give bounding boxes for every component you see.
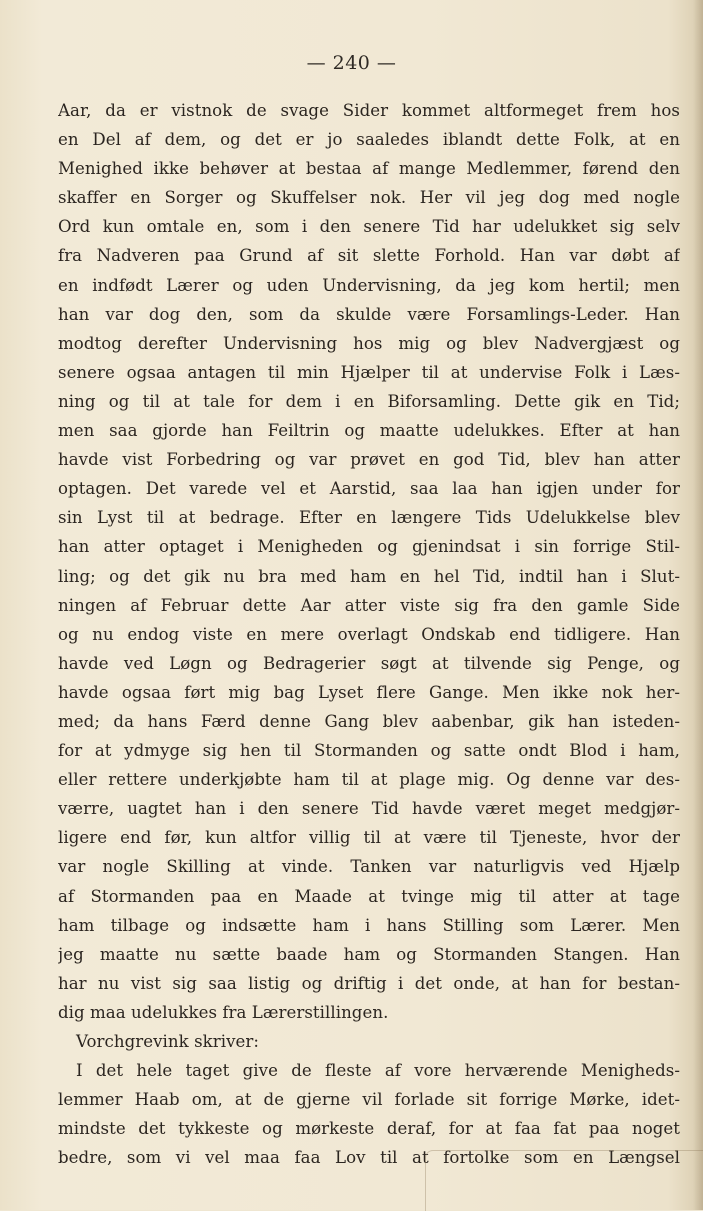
text-line: I det hele taget give de fleste af vore herværende Menigheds-	[76, 1061, 680, 1081]
body-text	[58, 96, 680, 1172]
text-line: jeg maatte nu sætte baade ham og Stormanden Stangen. Han	[58, 944, 680, 964]
text-line: ling; og det gik nu bra med ham en hel Tid, indtil han i Slut-	[58, 566, 680, 586]
text-line: havde ved Løgn og Bedragerier søgt at tilvende sig Penge, og	[58, 653, 680, 673]
text-line: sin Lyst til at bedrage. Efter en længere Tids Udelukkelse blev	[58, 508, 680, 528]
text-line: for at ydmyge sig hen til Stormanden og satte ondt Blod i ham,	[58, 741, 680, 761]
text-line: dig maa udelukkes fra Lærerstillingen.	[58, 1002, 389, 1022]
text-line: ligere end før, kun altfor villig til at være til Tjeneste, hvor der	[58, 828, 680, 848]
text-line: Vorchgrevink skriver:	[76, 1032, 260, 1051]
text-line: Aar, da er vistnok de svage Sider kommet altformeget frem hos	[58, 101, 680, 120]
text-line: havde ogsaa ført mig bag Lyset flere Gange. Men ikke nok her-	[58, 682, 680, 702]
text-line: ham tilbage og indsætte ham i hans Stilling som Lærer. Men	[58, 915, 680, 935]
text-line: lemmer Haab om, at de gjerne vil forlade sit forrige Mørke, idet-	[58, 1090, 680, 1110]
text-line: havde vist Forbedring og var prøvet en god Tid, blev han atter	[58, 450, 680, 470]
text-line: har nu vist sig saa listig og driftig i det onde, at han for bestan-	[58, 973, 680, 993]
text-line: af Stormanden paa en Maade at tvinge mig til atter at tage	[58, 886, 680, 906]
text-line: og nu endog viste en mere overlagt Ondskab end tidligere. Han	[58, 624, 680, 644]
text-line: Menighed ikke behøver at bestaa af mange Medlemmer, førend den	[58, 159, 680, 179]
text-line: værre, uagtet han i den senere Tid havde været meget medgjør-	[58, 799, 680, 819]
text-line: optagen. Det varede vel et Aarstid, saa laa han igjen under for	[58, 479, 680, 499]
text-line: med; da hans Færd denne Gang blev aabenbar, gik han isteden-	[58, 711, 680, 731]
text-line: Ord kun omtale en, som i den senere Tid har udelukket sig selv	[58, 217, 680, 237]
text-line: en Del af dem, og det er jo saaledes iblandt dette Folk, at en	[58, 130, 680, 150]
text-line: var nogle Skilling at vinde. Tanken var naturligvis ved Hjælp	[58, 857, 680, 877]
page-fold-mark	[425, 1150, 703, 1211]
text-line: ningen af Februar dette Aar atter viste sig fra den gamle Side	[58, 595, 680, 615]
text-line: fra Nadveren paa Grund af sit slette Forhold. Han var døbt af	[58, 246, 680, 266]
text-line: modtog derefter Undervisning hos mig og blev Nadvergjæst og	[58, 333, 680, 353]
text-line: han atter optaget i Menigheden og gjenindsat i sin forrige Stil-	[58, 537, 680, 557]
text-line: senere ogsaa antagen til min Hjælper til at undervise Folk i Læs-	[58, 362, 680, 382]
text-line: mindste det tykkeste og mørkeste deraf, for at faa fat paa noget	[58, 1119, 680, 1139]
text-line: en indfødt Lærer og uden Undervisning, da jeg kom hertil; men	[58, 275, 680, 295]
text-line: han var dog den, som da skulde være Forsamlings-Leder. Han	[58, 304, 680, 324]
text-line: men saa gjorde han Feiltrin og maatte udelukkes. Efter at han	[58, 421, 680, 441]
text-line: ning og til at tale for dem i en Biforsamling. Dette gik en Tid;	[58, 391, 680, 411]
text-line: bedre, som vi vel maa faa Lov til at fortolke som en Længsel	[58, 1148, 680, 1168]
page-edge-shadow	[693, 0, 703, 1210]
page-number: — 240 —	[306, 52, 397, 74]
text-line: skaffer en Sorger og Skuffelser nok. Her vil jeg dog med nogle	[58, 188, 680, 208]
text-line: eller rettere underkjøbte ham til at plage mig. Og denne var des-	[58, 770, 680, 790]
